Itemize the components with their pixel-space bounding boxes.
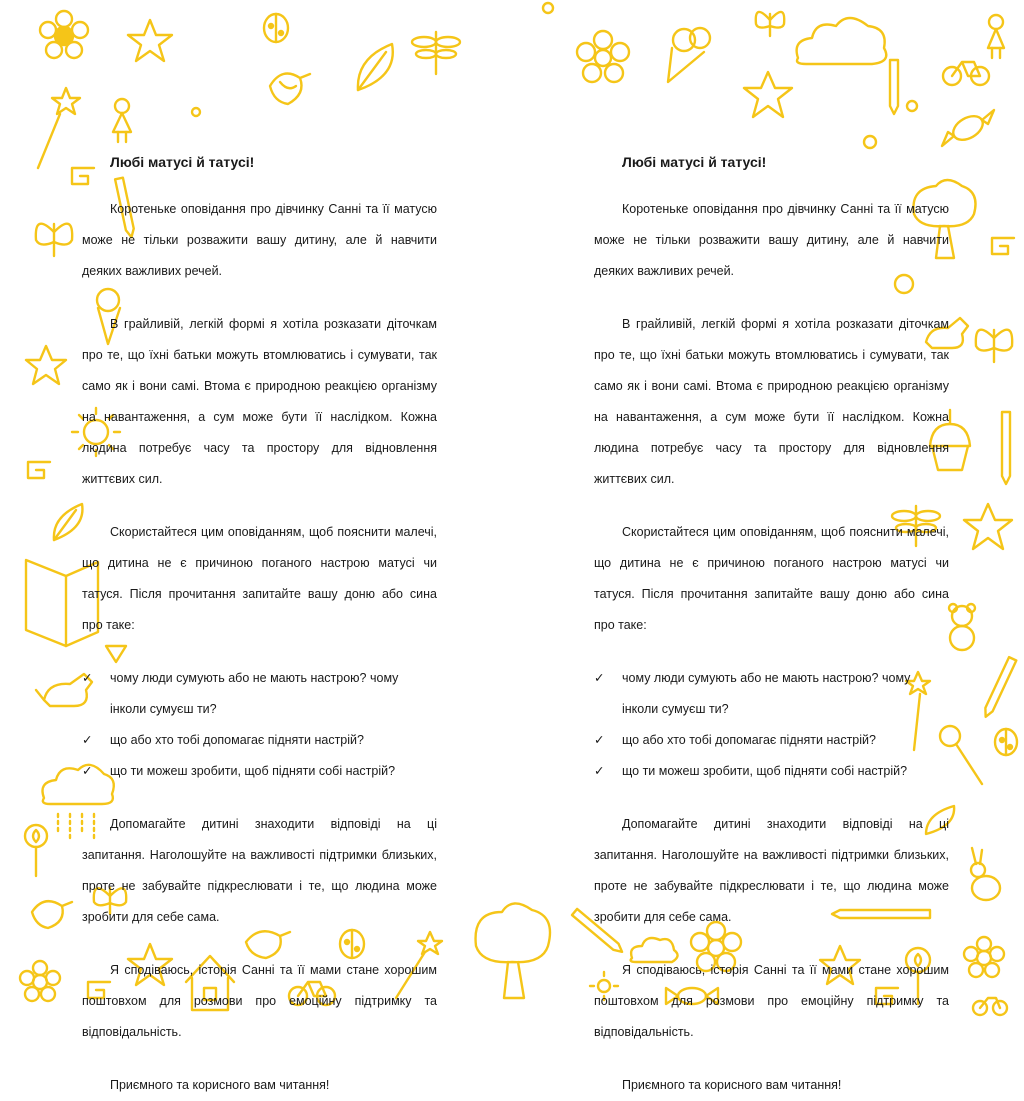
check-mark-icon: ✓ (82, 764, 93, 778)
check-mark-icon: ✓ (82, 671, 93, 685)
dragonfly-icon (412, 32, 460, 74)
spiral-icon (992, 238, 1014, 254)
closing-line: Приємного та корисного вам читання! (110, 1078, 330, 1092)
left-page (82, 150, 437, 1101)
ladybug-icon (995, 729, 1017, 755)
checklist-item: ✓ чому люди сумують або не мають настрою? чому інколи сумуєш ти? (594, 663, 949, 725)
body-paragraph: Скористайтеся цим оповіданням, щоб пояснити малечі, що дитина не є причиною поганого настрою матусі чи татуся. Після прочитання запитайте вашу доню або сина про таке: (594, 525, 949, 632)
body-paragraph: Я сподіваюсь, історія Санні та її мами стане хорошим поштовхом для розмови про емоційну підтримку та відповідальність. (82, 963, 437, 1039)
butterfly-icon (976, 330, 1012, 362)
pencil-icon (890, 60, 898, 114)
checklist-item: ✓ чому люди сумують або не мають настрою? чому інколи сумуєш ти? (82, 663, 437, 725)
checklist-item: ✓ що ти можеш зробити, щоб підняти собі настрій? (82, 756, 437, 787)
flower-icon (40, 11, 88, 58)
body-paragraph: В грайливій, легкій формі я хотіла розказати діточкам про те, що їхні батьки можуть втомлюватись і сумувати, так само як і вони самі. Втома є природною реакцією організму на навантаження, а сум може бути її наслідком. Кожна людина потребує часу та простору для відновлення життєвих сил. (82, 317, 437, 486)
intro-paragraph: Коротеньке оповідання про дівчинку Санні та її матусю може не тільки розважити вашу дитину, але й навчити деяких важливих речей. (594, 202, 949, 278)
girl-icon (113, 99, 131, 142)
checklist-item: ✓ що або хто тобі допомагає підняти настрій? (82, 725, 437, 756)
flower-icon (20, 961, 60, 1001)
magic-wand-icon (38, 88, 80, 168)
body-paragraph: Скористайтеся цим оповіданням, щоб пояснити малечі, що дитина не є причиною поганого настрою матусі чи татуся. Після прочитання запитайте вашу доню або сина про таке: (82, 525, 437, 632)
flower-icon (964, 937, 1004, 977)
candy-icon (942, 110, 994, 146)
tree-icon (476, 903, 550, 998)
bird-icon (32, 901, 72, 928)
star-icon (128, 20, 172, 61)
check-mark-icon: ✓ (594, 671, 605, 685)
pencil-icon (982, 657, 1016, 718)
body-paragraph: Я сподіваюсь, історія Санні та її мами стане хорошим поштовхом для розмови про емоційну підтримку та відповідальність. (594, 963, 949, 1039)
body-paragraph: Допомагайте дитині знаходити відповіді на ці запитання. Наголошуйте на важливості підтримки близьких, проте не забувайте підкреслювати і те, що людина може зробити для себе сама. (594, 817, 949, 924)
page-title: Любі матусі й татусі! (110, 154, 255, 170)
pencil-icon (1002, 412, 1010, 484)
star-icon (964, 504, 1012, 549)
bicycle-icon (943, 62, 989, 85)
butterfly-icon (756, 12, 784, 36)
leaf-icon (358, 44, 393, 90)
right-page (594, 150, 949, 1101)
question-checklist (82, 663, 437, 787)
checklist-item: ✓ що ти можеш зробити, щоб підняти собі настрій? (594, 756, 949, 787)
body-paragraph: Допомагайте дитині знаходити відповіді на ці запитання. Наголошуйте на важливості підтримки близьких, проте не забувайте підкреслювати і те, що людина може зробити для себе сама. (82, 817, 437, 924)
check-mark-icon: ✓ (82, 733, 93, 747)
ice-cream-icon (668, 28, 710, 82)
star-icon (26, 346, 66, 384)
intro-paragraph: Коротеньке оповідання про дівчинку Санні та її матусю може не тільки розважити вашу дитину, але й навчити деяких важливих речей. (82, 202, 437, 278)
girl-icon (988, 15, 1004, 58)
bunny-icon (971, 848, 1000, 900)
lollipop-icon (25, 825, 47, 876)
page-title: Любі матусі й татусі! (622, 154, 767, 170)
bicycle-icon (973, 998, 1007, 1015)
check-mark-icon: ✓ (594, 764, 605, 778)
leaf-icon (54, 504, 83, 540)
teddy-bear-icon (949, 604, 975, 650)
checklist-item: ✓ що або хто тобі допомагає підняти настрій? (594, 725, 949, 756)
butterfly-icon (36, 224, 72, 256)
closing-line: Приємного та корисного вам читання! (622, 1078, 842, 1092)
check-mark-icon: ✓ (594, 733, 605, 747)
flower-icon (577, 31, 629, 82)
body-paragraph: В грайливій, легкій формі я хотіла розказати діточкам про те, що їхні батьки можуть втомлюватись і сумувати, так само як і вони самі. Втома є природною реакцією організму на навантаження, а сум може бути її наслідком. Кожна людина потребує часу та простору для відновлення життєвих сил. (594, 317, 949, 486)
cloud-icon (797, 18, 887, 64)
bird-icon (270, 74, 310, 105)
star-icon (744, 72, 792, 117)
question-checklist (594, 663, 949, 787)
spiral-icon (28, 462, 50, 478)
ladybug-icon (264, 14, 288, 42)
